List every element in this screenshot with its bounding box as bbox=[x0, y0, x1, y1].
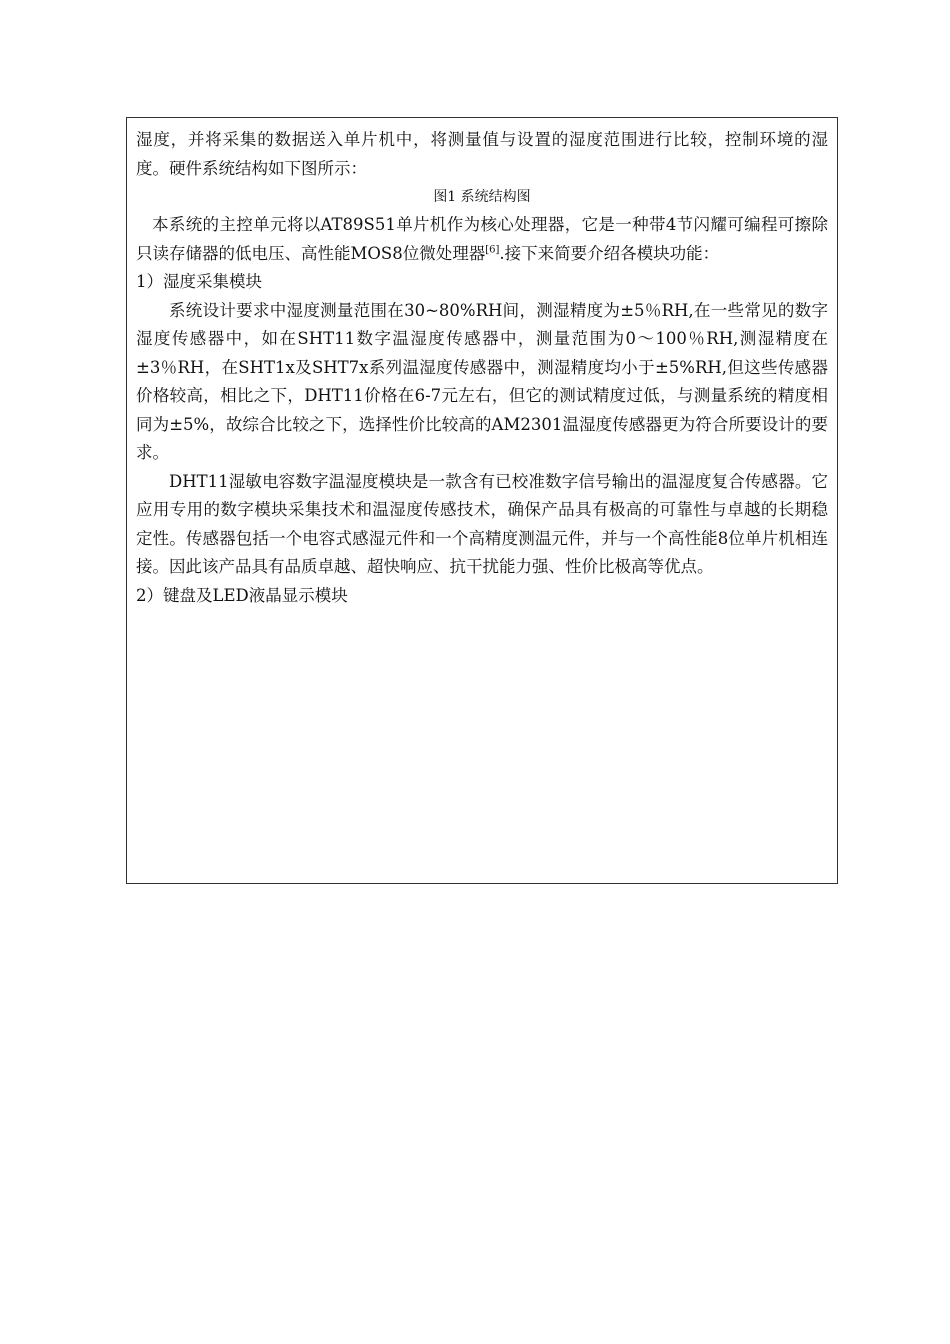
main-control-text-end: .接下来简要介绍各模块功能： bbox=[499, 243, 720, 263]
figure-caption: 图1 系统结构图 bbox=[433, 189, 531, 205]
section-2-heading: 2）键盘及LED液晶显示模块 bbox=[136, 585, 348, 605]
document-table-cell bbox=[126, 117, 838, 884]
reference-marker: [6] bbox=[485, 244, 500, 255]
main-control-text: 本系统的主控单元将以AT89S51单片机作为核心处理器，它是一种带4节闪耀可编程可擦除只读存储器的低电压、高性能MOS8位微处理器 bbox=[136, 215, 828, 263]
section-1-heading: 1）湿度采集模块 bbox=[136, 272, 262, 291]
section-1-paragraph-2: DHT11湿敏电容数字温湿度模块是一款含有已校准数字信号输出的温湿度复合传感器。它应用专用的数字模块采集技术和温湿度传感技术，确保产品具有极高的可靠性与卓越的长期稳定性。传感器包括一个电容式感湿元件和一个高精度测温元件，并与一个高性能8位单片机相连接。因此该产品具有品质卓越、超快响应、抗干扰能力强、性价比极高等优点。 bbox=[136, 471, 828, 576]
intro-paragraph: 湿度，并将采集的数据送入单片机中，将测量值与设置的湿度范围进行比较，控制环境的湿度。硬件系统结构如下图所示： bbox=[136, 130, 828, 178]
section-1-paragraph-1: 系统设计要求中湿度测量范围在30~80%RH间，测湿精度为±5％RH,在一些常见的数字湿度传感器中，如在SHT11数字温湿度传感器中，测量范围为0～100％RH,测湿精度在±3％RH，在SHT1x及SHT7x系列温湿度传感器中，测湿精度均小于±5%RH,但这些传感器价格较高，相比之下，DHT11价格在6-7元左右，但它的测试精度过低，与测量系统的精度相同为±5%，故综合比较之下，选择性价比较高的AM2301温湿度传感器更为符合所要设计的要求。 bbox=[136, 300, 828, 462]
main-control-paragraph bbox=[136, 211, 828, 268]
